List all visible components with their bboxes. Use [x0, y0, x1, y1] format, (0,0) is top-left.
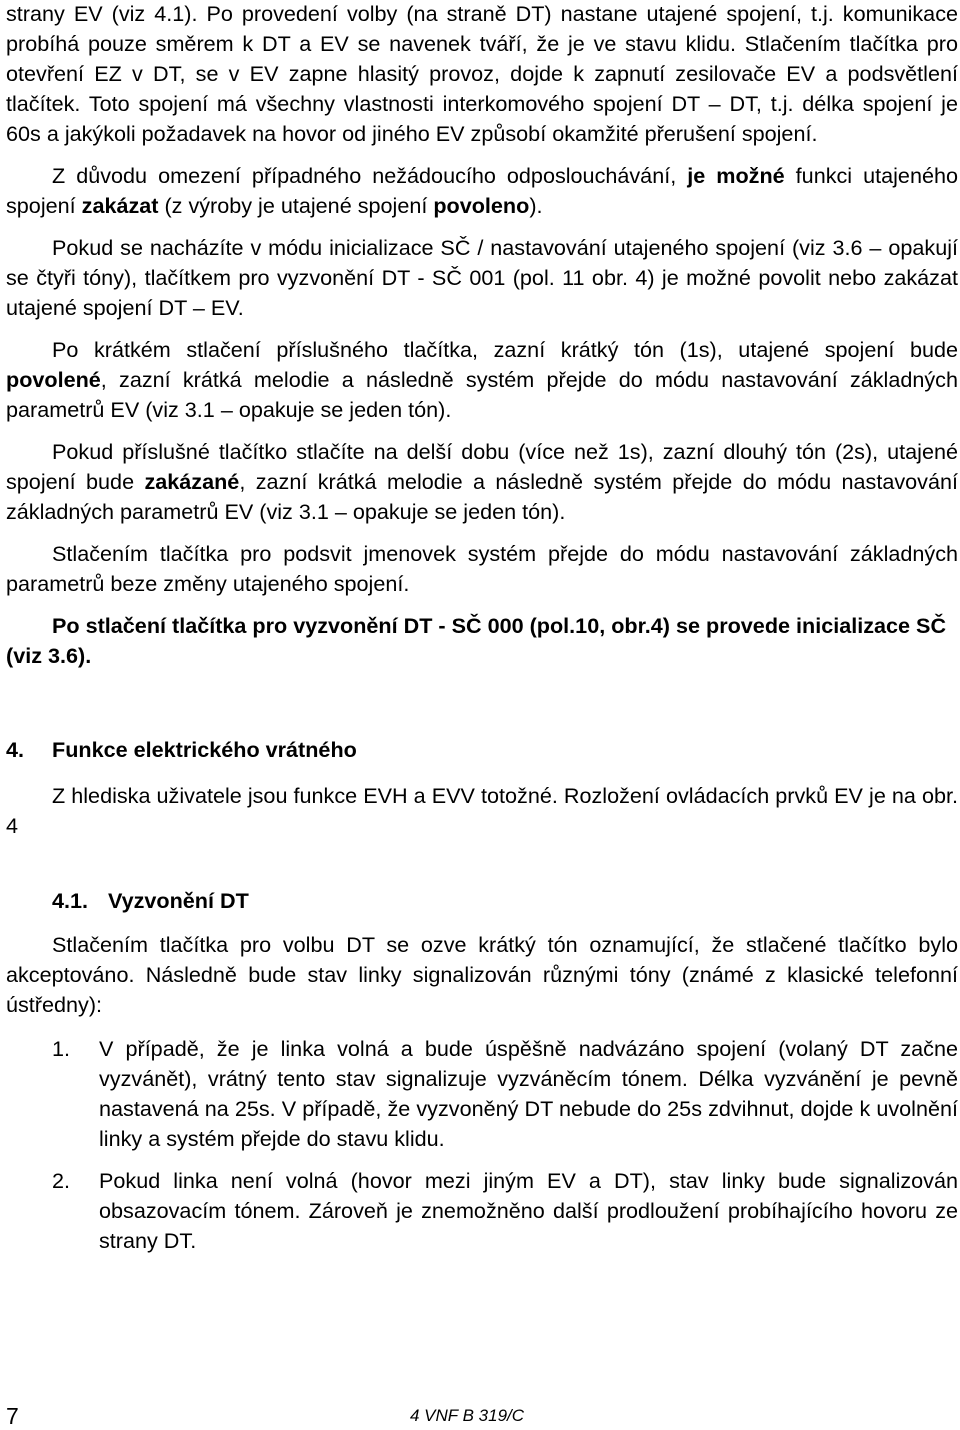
text-run: Z důvodu omezení případného nežádoucího odposlouchávání, — [52, 163, 688, 188]
section-title: Funkce elektrického vrátného — [52, 737, 357, 762]
paragraph-hidden-connection — [6, 0, 958, 149]
bold-text: povoleno — [433, 193, 530, 218]
text-run: (z výroby je utajené spojení — [158, 193, 434, 218]
section-number: 4.1. — [52, 888, 89, 913]
paragraph-initialization — [6, 611, 958, 671]
paragraph-text: Z hlediska uživatele jsou funkce EVH a EVV totožné. Rozložení ovládacích prvků EV je na obr. 4 — [6, 783, 958, 838]
paragraph-text: Po stlačení tlačítka pro vyzvonění DT - SČ 000 (pol.10, obr.4) se provede inicializace SČ (viz 3.6). — [6, 613, 947, 668]
paragraph-long-press — [6, 437, 958, 527]
bold-text: zakázané — [144, 469, 240, 494]
document-page — [6, 0, 958, 1256]
section-heading-4 — [6, 735, 958, 765]
paragraph-init-mode — [6, 233, 958, 323]
bold-text: povolené — [6, 367, 101, 392]
paragraph-backlight-button — [6, 539, 958, 599]
text-run: Pokud příslušné tlačítko stlačíte na delší dobu (více než 1s), zazní dlouhý tón (2s), utajené spojení bude — [6, 439, 958, 494]
paragraph-section-4 — [6, 781, 958, 841]
section-title: Vyzvonění DT — [108, 888, 249, 913]
section-number: 4. — [6, 737, 25, 762]
paragraph-text: Stlačením tlačítka pro volbu DT se ozve krátký tón oznamující, že stlačené tlačítko bylo akceptováno. Následně bude stav linky signalizován různými tóny (známé z klasické telefonní ústředny): — [6, 932, 958, 1017]
list-marker: 2. — [52, 1168, 71, 1193]
paragraph-text: strany EV (viz 4.1). Po provedení volby (na straně DT) nastane utajené spojení, t.j. komunikace probíhá pouze směrem k DT a EV se navenek tváří, že je ve stavu klidu. Stlačením tlačítka pro otevření EZ v DT, se v EV zapne hlasitý provoz, dojde k zapnutí zesilovače EV a podsvětlení tlačítek. Toto spojení má všechny vlastnosti interkomového spojení DT – DT, t.j. délka spojení je 60s a jakýkoli požadavek na hovor od jiného EV způsobí okamžité přerušení spojení. — [6, 1, 958, 146]
text-run: funkci utajeného spojení — [6, 163, 958, 218]
list-item — [6, 1166, 958, 1256]
page-footer — [0, 1404, 960, 1430]
paragraph-short-press — [6, 335, 958, 425]
list-item-text: V případě, že je linka volná a bude úspěšně nadvázáno spojení (volaný DT začne vyzvánět), vrátný tento stav signalizuje vyzváněcím tónem. Délka vyzvánění je pevně nastavená na 25s. V případě, že vyzvoněný DT nebude do 25s zdvihnut, dojde k uvolnění linky a systém přejde do stavu klidu. — [99, 1036, 958, 1151]
document-code: 4 VNF B 319/C — [410, 1406, 525, 1425]
text-run: ). — [529, 193, 543, 218]
line-status-list — [6, 1034, 958, 1256]
list-marker: 1. — [52, 1036, 71, 1061]
text-run: Po krátkém stlačení příslušného tlačítka, zazní krátký tón (1s), utajené spojení bude — [52, 337, 958, 362]
page-number: 7 — [6, 1403, 19, 1429]
paragraph-disable-option — [6, 161, 958, 221]
text-run: , zazní krátká melodie a následně systém přejde do módu nastavování základných parametrů EV (viz 3.1 – opakuje se jeden tón). — [6, 469, 958, 524]
paragraph-text: Stlačením tlačítka pro podsvit jmenovek systém přejde do módu nastavování základných parametrů beze změny utajeného spojení. — [6, 541, 958, 596]
list-item-text: Pokud linka není volná (hovor mezi jiným EV a DT), stav linky bude signalizován obsazovacím tónem. Zároveň je znemožněno další prodloužení probíhajícího hovoru ze strany DT. — [99, 1168, 958, 1253]
paragraph-section-4-1 — [6, 930, 958, 1020]
section-heading-4-1 — [6, 886, 958, 916]
bold-text: je možné — [687, 163, 785, 188]
paragraph-text: Pokud se nacházíte v módu inicializace SČ / nastavování utajeného spojení (viz 3.6 – opakují se čtyři tóny), tlačítkem pro vyzvonění DT - SČ 001 (pol. 11 obr. 4) je možné povolit nebo zakázat utajené spojení DT – EV. — [6, 235, 958, 320]
bold-text: zakázat — [81, 193, 159, 218]
text-run: , zazní krátká melodie a následně systém přejde do módu nastavování základných parametrů EV (viz 3.1 – opakuje se jeden tón). — [6, 367, 958, 422]
list-item — [6, 1034, 958, 1154]
